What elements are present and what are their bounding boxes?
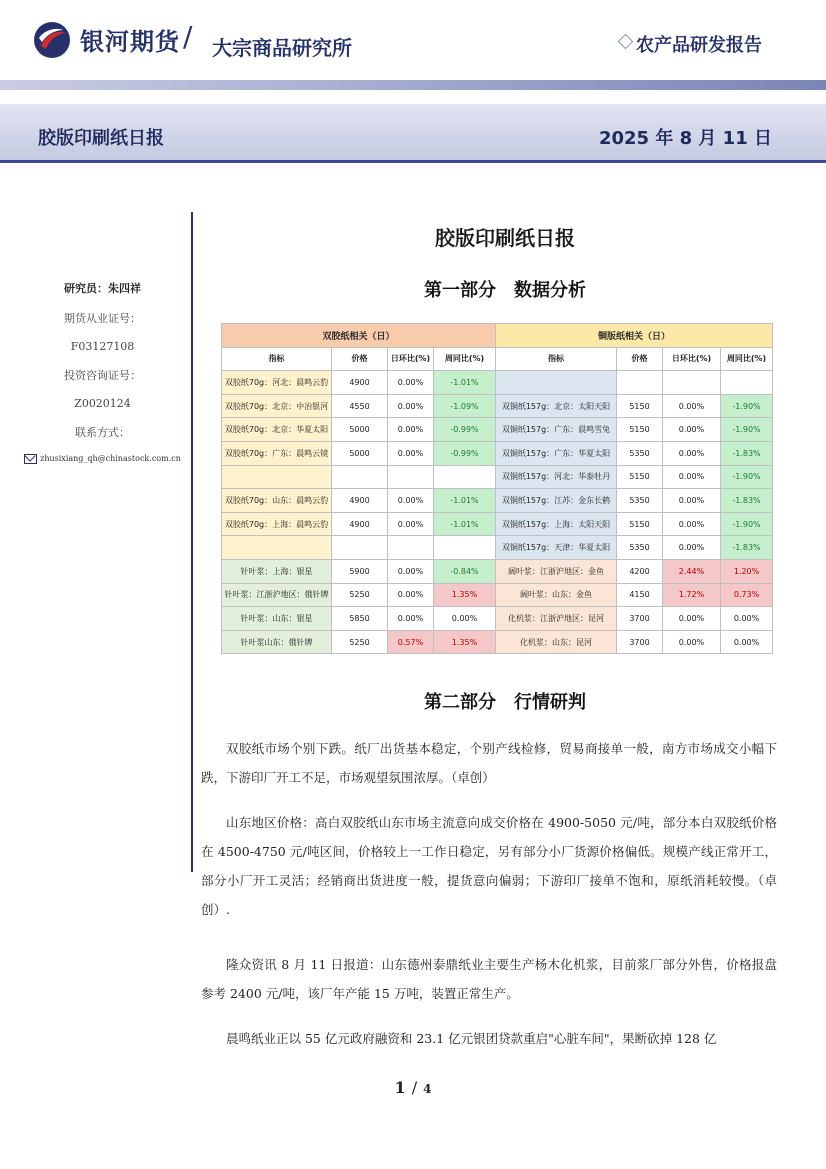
- author-sidebar: [20, 280, 185, 478]
- table-cell: 双铜纸157g：河北：华泰牡丹: [496, 465, 617, 489]
- table-cell: [663, 371, 721, 395]
- table-cell: 1.35%: [434, 630, 496, 654]
- table-cell: 0.00%: [388, 371, 434, 395]
- table-cell: [388, 536, 434, 560]
- analysis-paragraph: 隆众资讯 8 月 11 日报道：山东德州泰鼎纸业主要生产杨木化机浆，目前浆厂部分外售，价格报盘参考 2400 元/吨，该厂年产能 15 万吨，装置正常生产。: [201, 957, 777, 1001]
- price-table: [221, 323, 773, 654]
- table-cell: 针叶浆：山东：银星: [222, 607, 332, 631]
- table-cell: 0.00%: [388, 583, 434, 607]
- analysis-paragraph: 双胶纸市场个别下跌。纸厂出货基本稳定，个别产线检修，贸易商接单一般，南方市场成交小幅下跌，下游印厂开工不足，市场观望氛围浓厚。（卓创）: [201, 741, 777, 785]
- table-cell: 1.72%: [663, 583, 721, 607]
- table-cell: 4900: [332, 371, 388, 395]
- table-cell: -1.83%: [721, 441, 773, 465]
- galaxy-logo-icon: [32, 20, 72, 60]
- table-cell: 5150: [617, 512, 663, 536]
- table-row: [222, 559, 773, 583]
- table-cell: 针叶浆：江浙沪地区：俄针牌: [222, 583, 332, 607]
- table-cell: -1.90%: [721, 394, 773, 418]
- table-cell: [434, 536, 496, 560]
- table-cell: 5000: [332, 441, 388, 465]
- column-header: 周同比(%): [721, 347, 773, 371]
- section-heading-data: 第一部分 数据分析: [424, 280, 586, 301]
- table-cell: 0.00%: [663, 465, 721, 489]
- column-header: 日环比(%): [663, 347, 721, 371]
- table-cell: 0.00%: [388, 512, 434, 536]
- table-cell: 5250: [332, 583, 388, 607]
- table-cell: 双胶纸70g：上海：晨鸣云豹: [222, 512, 332, 536]
- table-cell: 4550: [332, 394, 388, 418]
- table-cell: -1.01%: [434, 512, 496, 536]
- table-cell: -1.90%: [721, 418, 773, 442]
- column-header: 价格: [617, 347, 663, 371]
- table-cell: 双铜纸157g：江苏：金东长鹤: [496, 489, 617, 513]
- table-cell: [332, 536, 388, 560]
- table-cell: 5900: [332, 559, 388, 583]
- table-cell: 双胶纸70g：北京：华夏太阳: [222, 418, 332, 442]
- report-date: 2025 年 8 月 11 日: [598, 128, 772, 149]
- table-cell: -1.83%: [721, 489, 773, 513]
- table-cell: 针叶浆：上海：银星: [222, 559, 332, 583]
- table-cell: -1.90%: [721, 465, 773, 489]
- main-title: 胶版印刷纸日报: [435, 226, 575, 250]
- table-cell: 化机浆：山东：昆河: [496, 630, 617, 654]
- table-cell: 0.57%: [388, 630, 434, 654]
- table-cell: -1.01%: [434, 489, 496, 513]
- report-title: 胶版印刷纸日报: [38, 128, 164, 149]
- total-pages: 4: [423, 1082, 432, 1096]
- table-cell: 4900: [332, 512, 388, 536]
- mail-icon: [24, 454, 37, 464]
- table-cell: 0.00%: [663, 512, 721, 536]
- page-number: [380, 1078, 446, 1097]
- table-cell: [434, 465, 496, 489]
- license-number: F03127108: [70, 340, 135, 353]
- table-cell: 2.44%: [663, 559, 721, 583]
- table-cell: -0.99%: [434, 441, 496, 465]
- column-header: 日环比(%): [388, 347, 434, 371]
- table-cell: 0.73%: [721, 583, 773, 607]
- table-cell: 5000: [332, 418, 388, 442]
- table-cell: 5250: [332, 630, 388, 654]
- table-cell: [721, 371, 773, 395]
- diamond-icon: [618, 34, 634, 50]
- brand-name: 银河期货: [80, 28, 180, 56]
- column-header: 指标: [222, 347, 332, 371]
- table-cell: 双胶纸70g：北京：中冶银河: [222, 394, 332, 418]
- table-cell: 0.00%: [721, 630, 773, 654]
- table-cell: 1.20%: [721, 559, 773, 583]
- researcher-name: 研究员：朱四祥: [64, 282, 141, 295]
- table-cell: 阔叶浆：江浙沪地区：金鱼: [496, 559, 617, 583]
- table-cell: 5150: [617, 465, 663, 489]
- table-cell: 0.00%: [663, 394, 721, 418]
- table-row: [222, 512, 773, 536]
- table-row: [222, 371, 773, 395]
- sidebar-divider: [191, 212, 193, 872]
- table-row: [222, 489, 773, 513]
- table-cell: 双铜纸157g：广东：华夏太阳: [496, 441, 617, 465]
- title-bar: [0, 104, 826, 163]
- table-cell: 5150: [617, 418, 663, 442]
- email-text: zhusixiang_qh@chinastock.com.cn: [40, 454, 181, 463]
- table-cell: 0.00%: [388, 394, 434, 418]
- advisory-label: 投资咨询证号：: [64, 369, 141, 382]
- table-cell: 针叶浆山东：俄针牌: [222, 630, 332, 654]
- table-cell: -0.84%: [434, 559, 496, 583]
- group-header-offset-paper: 双胶纸相关（日）: [222, 324, 496, 348]
- table-cell: 5350: [617, 441, 663, 465]
- header-divider: [0, 80, 826, 90]
- table-cell: 3700: [617, 607, 663, 631]
- table-cell: 4900: [332, 489, 388, 513]
- page-separator: /: [411, 1078, 418, 1097]
- table-cell: 0.00%: [388, 607, 434, 631]
- table-cell: 4150: [617, 583, 663, 607]
- section-heading-analysis: 第二部分 行情研判: [424, 692, 586, 713]
- table-cell: 1.35%: [434, 583, 496, 607]
- table-row: [222, 607, 773, 631]
- table-cell: 0.00%: [663, 536, 721, 560]
- table-cell: 5850: [332, 607, 388, 631]
- table-cell: [222, 536, 332, 560]
- table-row: [222, 441, 773, 465]
- analysis-paragraph: 晨鸣纸业正以 55 亿元政府融资和 23.1 亿元银团贷款重启"心脏车间"，果断砍掉 128 亿: [226, 1031, 717, 1046]
- column-header: 价格: [332, 347, 388, 371]
- table-cell: 0.00%: [434, 607, 496, 631]
- table-cell: 双铜纸157g：天津：华夏太阳: [496, 536, 617, 560]
- column-header-row: [222, 347, 773, 371]
- table-row: [222, 583, 773, 607]
- table-cell: 5350: [617, 489, 663, 513]
- table-cell: -1.90%: [721, 512, 773, 536]
- table-cell: 5150: [617, 394, 663, 418]
- table-cell: 0.00%: [388, 441, 434, 465]
- table-cell: -1.09%: [434, 394, 496, 418]
- advisory-number: Z0020124: [74, 397, 131, 410]
- table-cell: 0.00%: [388, 559, 434, 583]
- column-header: 周同比(%): [434, 347, 496, 371]
- header-slash: /: [183, 20, 193, 53]
- current-page: 1: [394, 1078, 406, 1097]
- table-row: [222, 394, 773, 418]
- table-cell: 双铜纸157g：北京：太阳天阳: [496, 394, 617, 418]
- report-header: [0, 0, 826, 82]
- table-cell: 0.00%: [663, 441, 721, 465]
- table-cell: 0.00%: [388, 489, 434, 513]
- table-row: [222, 418, 773, 442]
- table-cell: 0.00%: [388, 418, 434, 442]
- table-cell: 0.00%: [663, 630, 721, 654]
- table-cell: -0.99%: [434, 418, 496, 442]
- table-cell: 双胶纸70g：山东：晨鸣云豹: [222, 489, 332, 513]
- table-cell: [496, 371, 617, 395]
- institute-name: 大宗商品研究所: [212, 36, 352, 60]
- table-cell: 双胶纸70g：广东：晨鸣云镜: [222, 441, 332, 465]
- table-cell: [617, 371, 663, 395]
- table-cell: 4200: [617, 559, 663, 583]
- table-cell: 0.00%: [663, 489, 721, 513]
- table-cell: -1.83%: [721, 536, 773, 560]
- table-row: [222, 536, 773, 560]
- table-cell: 5350: [617, 536, 663, 560]
- table-cell: 化机浆：江浙沪地区：昆河: [496, 607, 617, 631]
- column-header: 指标: [496, 347, 617, 371]
- analysis-paragraph: 山东地区价格：高白双胶纸山东市场主流意向成交价格在 4900-5050 元/吨，部分本白双胶纸价格在 4500-4750 元/吨区间，价格较上一工作日稳定，另有部分小厂货源价格偏低。规模产线正常开工，部分小厂开工灵活；经销商出货进度一般，提货意向偏弱；下游印厂接单不饱和，原纸消耗较慢。（卓创）.: [201, 815, 777, 917]
- table-cell: 3700: [617, 630, 663, 654]
- table-cell: 阔叶浆：山东：金鱼: [496, 583, 617, 607]
- table-cell: 双胶纸70g：河北：晨鸣云豹: [222, 371, 332, 395]
- table-cell: 双铜纸157g：上海：太阳天阳: [496, 512, 617, 536]
- table-cell: 0.00%: [721, 607, 773, 631]
- report-type: 农产品研发报告: [636, 35, 762, 56]
- table-cell: [388, 465, 434, 489]
- license-label: 期货从业证号：: [64, 312, 141, 325]
- table-row: [222, 465, 773, 489]
- table-cell: 0.00%: [663, 607, 721, 631]
- group-header-coated-paper: 铜版纸相关（日）: [496, 324, 773, 348]
- contact-email[interactable]: [20, 454, 185, 464]
- table-cell: 0.00%: [663, 418, 721, 442]
- table-cell: [332, 465, 388, 489]
- table-cell: [222, 465, 332, 489]
- table-row: [222, 630, 773, 654]
- contact-label: 联系方式：: [75, 426, 130, 439]
- table-cell: 双铜纸157g：广东：晨鸣雪兔: [496, 418, 617, 442]
- table-cell: -1.01%: [434, 371, 496, 395]
